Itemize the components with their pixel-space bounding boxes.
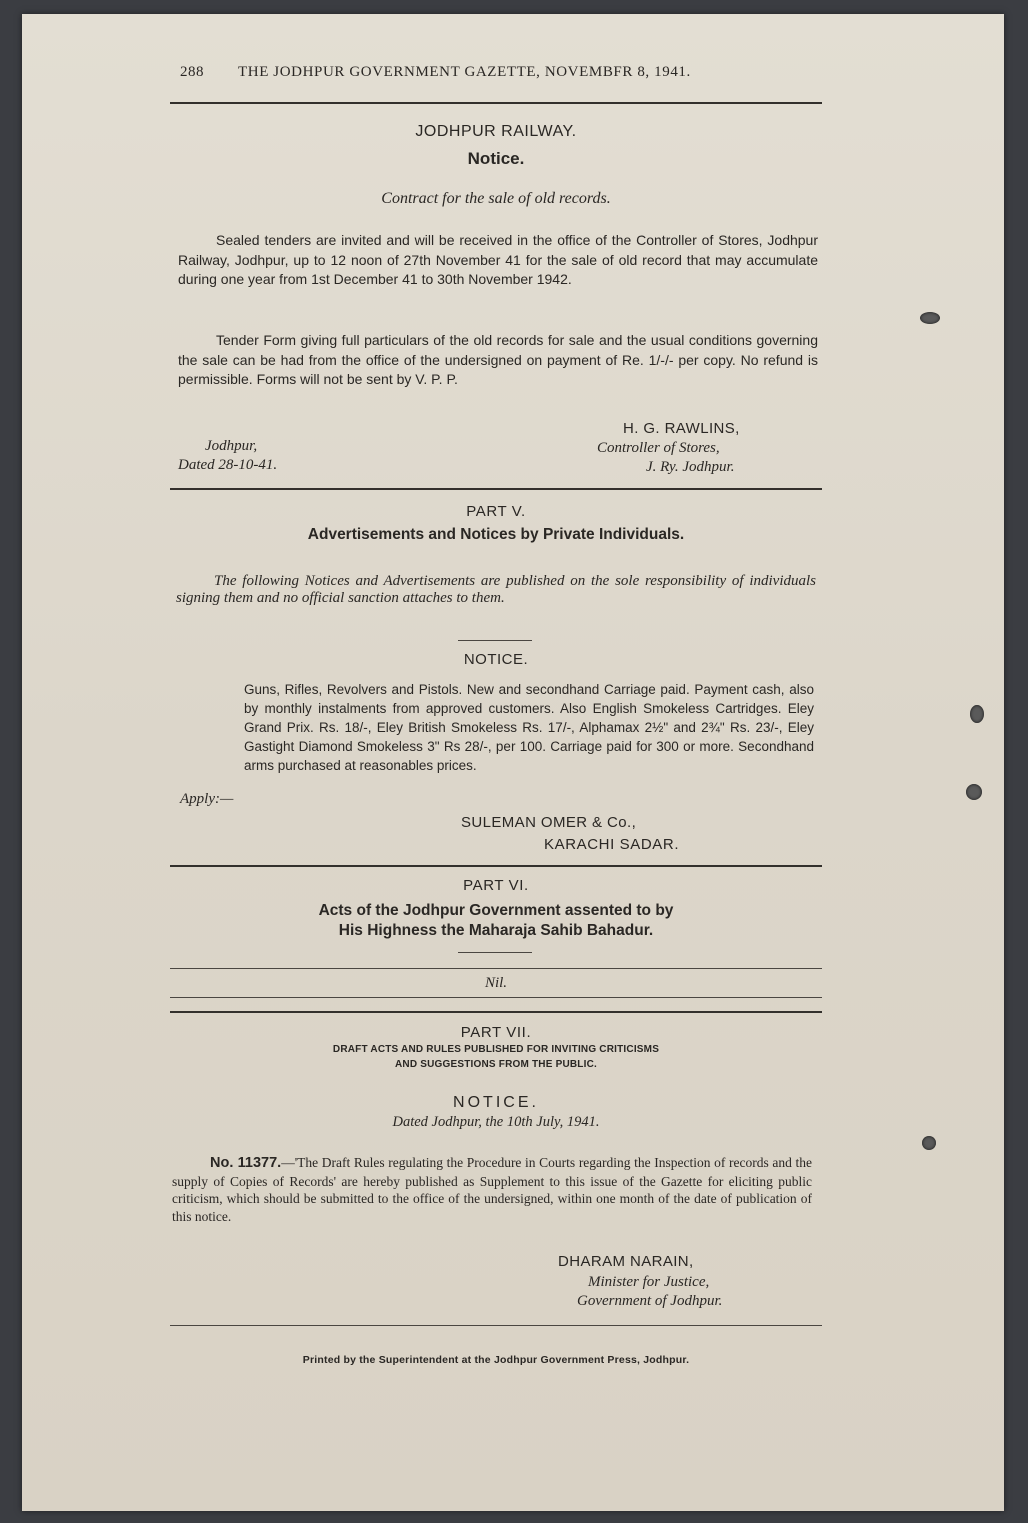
part7-heading: PART VII.	[460, 1024, 532, 1041]
part6-subheading-line-2: His Highness the Maharaja Sahib Bahadur.	[338, 922, 654, 939]
railway-signatory-name: H. G. RAWLINS,	[623, 420, 740, 437]
part5-advertiser-name: SULEMAN OMER & Co.,	[461, 814, 637, 831]
part5-apply-label: Apply:—	[180, 791, 234, 807]
part7-notice-text: —'The Draft Rules regulating the Procedure in Courts regarding the Inspection of records and the supply of Copies of Records' are hereby published as Supplement to this issue of the Gazette for eliciting public criticism, which should be submitted to the office of the undersigned, within one month of the date of publication of this notice.	[172, 1155, 812, 1224]
part6-divider	[458, 952, 532, 953]
paper-hole	[970, 705, 984, 723]
part5-advertiser-place: KARACHI SADAR.	[544, 836, 680, 853]
masthead: THE JODHPUR GOVERNMENT GAZETTE, NOVEMBFR 8, 1941.	[238, 64, 691, 80]
printer-imprint: Printed by the Superintendent at the Jodhpur Government Press, Jodhpur.	[302, 1354, 690, 1366]
part5-intro: The following Notices and Advertisements are published on the sole responsibility of individuals signing them and no official sanction attaches to them.	[176, 573, 816, 606]
railway-signatory-title: Controller of Stores,	[597, 440, 720, 456]
part7-notice-body	[172, 1154, 812, 1225]
part7-dated: Dated Jodhpur, the 10th July, 1941.	[392, 1114, 600, 1130]
header-rule	[170, 102, 822, 104]
paper-hole	[922, 1136, 936, 1150]
part5-bottom-rule	[170, 865, 822, 867]
railway-heading: JODHPUR RAILWAY.	[415, 123, 577, 140]
part7-signatory-name: DHARAM NARAIN,	[558, 1253, 694, 1270]
part5-subheading: Advertisements and Notices by Private Individuals.	[307, 526, 685, 543]
railway-paragraph-1: Sealed tenders are invited and will be received in the office of the Controller of Stores, Jodhpur Railway, Jodhpur, up to 12 noon of 27th November 41 for the sale of old record that may accumulate during one year from 1st December 41 to 30th November 1942.	[178, 232, 818, 287]
page-number: 288	[180, 64, 204, 80]
part6-subheading-line-1: Acts of the Jodhpur Government assented to by	[318, 902, 674, 919]
part7-bottom-rule	[170, 1325, 822, 1326]
railway-paragraph-2: Tender Form giving full particulars of the old records for sale and the usual conditions governing the sale can be had from the office of the undersigned on payment of Re. 1/-/- per copy. No refund is permissible. Forms will not be sent by V. P. P.	[178, 332, 818, 387]
part6-bottom-rule	[170, 1011, 822, 1013]
railway-signatory-org: J. Ry. Jodhpur.	[646, 459, 735, 475]
part7-notice-number: No. 11377.	[210, 1155, 282, 1171]
part6-rule-1	[170, 968, 822, 969]
part5-notice-body: Guns, Rifles, Revolvers and Pistols. New and secondhand Carriage paid. Payment cash, also by monthly instalments from approved customers. Also English Smokeless Cartridges. Eley Grand Prix. Rs. 18/-, Eley British Smokeless Rs. 17/-, Alphamax 2½" and 2¾" Rs. 23/-, Eley Gastight Diamond Smokeless 3" Rs 28/-, per 100. Carriage paid for 300 or more. Secondhand arms purchased at reasonables prices.	[244, 682, 814, 773]
railway-subject: Contract for the sale of old records.	[381, 190, 611, 207]
part6-nil: Nil.	[484, 975, 508, 991]
part6-heading: PART VI.	[463, 877, 529, 894]
railway-place: Jodhpur,	[205, 438, 258, 454]
paper-hole	[920, 312, 940, 324]
part7-subheading-line-1: DRAFT ACTS AND RULES PUBLISHED FOR INVITING CRITICISMS	[332, 1044, 660, 1055]
part7-signatory-title: Minister for Justice,	[588, 1274, 710, 1290]
railway-notice-label: Notice.	[467, 149, 525, 168]
part7-subheading-line-2: AND SUGGESTIONS FROM THE PUBLIC.	[395, 1059, 597, 1070]
part5-divider	[458, 640, 532, 641]
railway-bottom-rule	[170, 488, 822, 490]
paper-hole	[966, 784, 982, 800]
part7-notice-label: NOTICE.	[453, 1094, 539, 1111]
part7-signatory-org: Government of Jodhpur.	[577, 1293, 723, 1309]
part6-rule-2	[170, 997, 822, 998]
part5-notice-label: NOTICE.	[463, 651, 529, 668]
railway-date: Dated 28-10-41.	[178, 457, 278, 473]
part5-heading: PART V.	[466, 503, 526, 520]
